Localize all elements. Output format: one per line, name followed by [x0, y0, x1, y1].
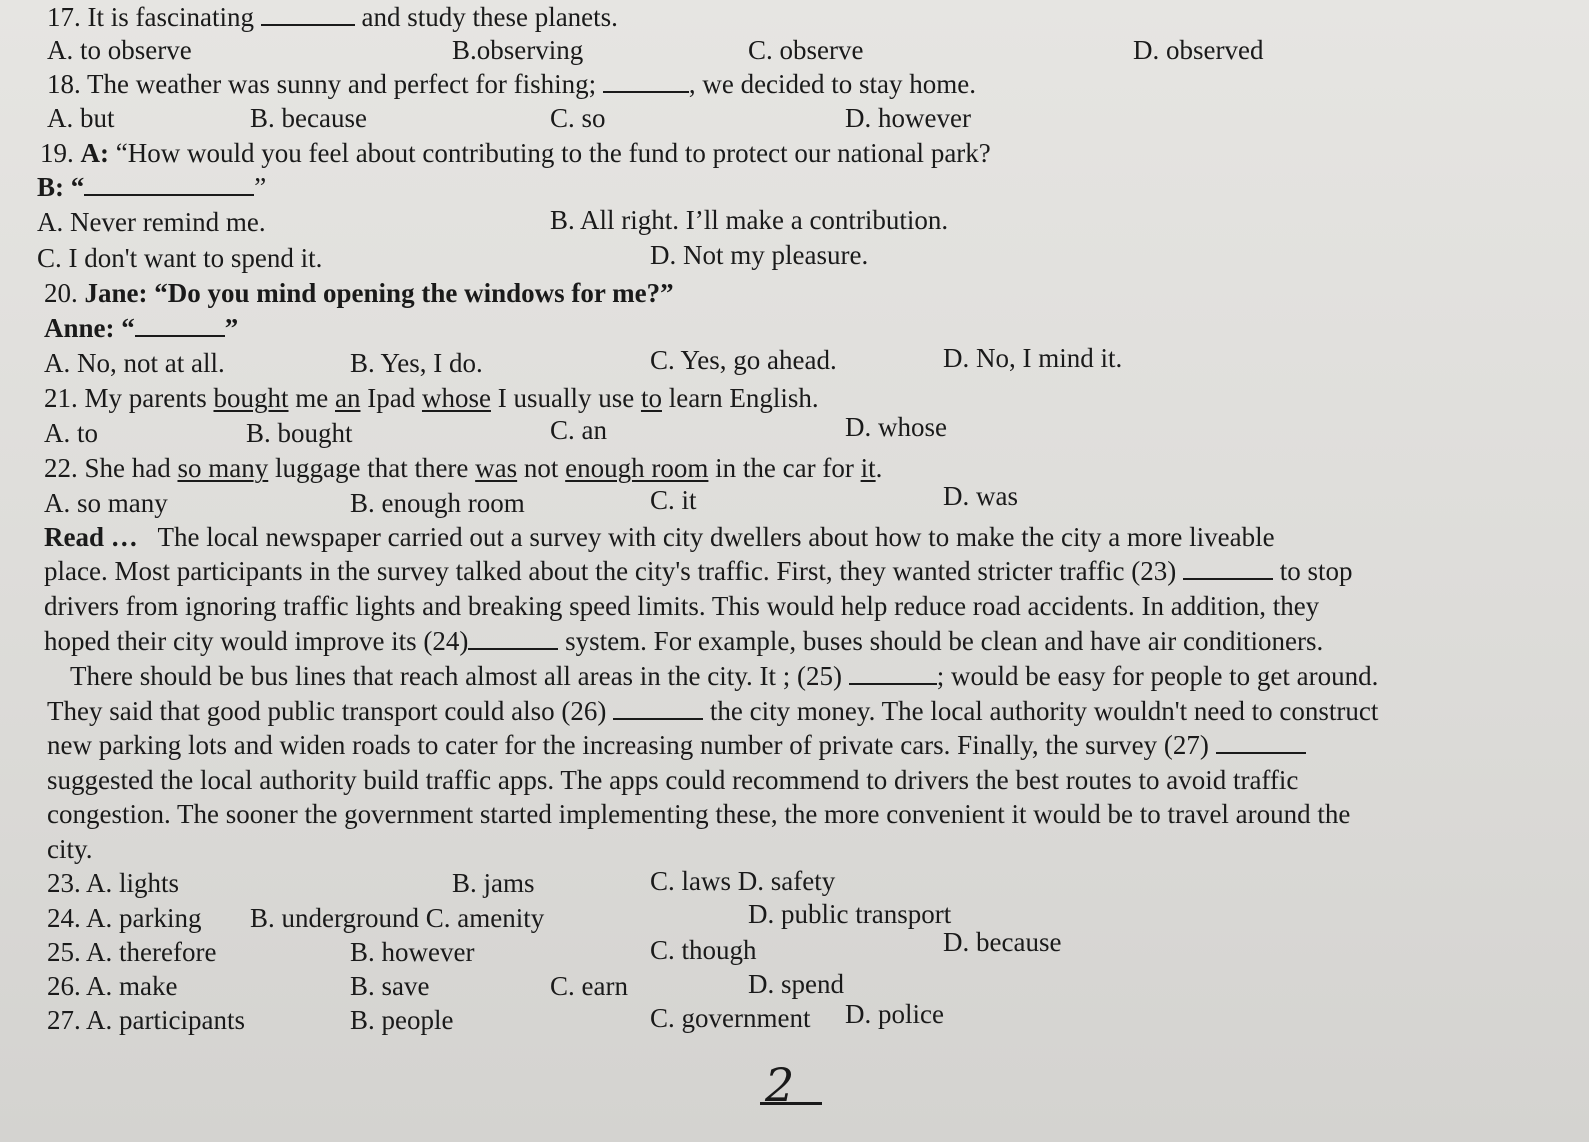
q22-option-a[interactable]: A. so many — [44, 488, 168, 518]
q18-option-c[interactable]: C. so — [550, 103, 606, 133]
q26-option-c[interactable]: C. earn — [550, 971, 628, 1001]
reading-label: Read … — [44, 522, 138, 552]
q20-option-b[interactable]: B. Yes, I do. — [350, 348, 483, 378]
question-18-stem: 18. The weather was sunny and perfect for fishing; , we decided to stay home. — [47, 69, 977, 99]
q22-option-d[interactable]: D. was — [943, 481, 1018, 511]
q27-option-d[interactable]: D. police — [845, 999, 944, 1029]
answer-blank-23[interactable] — [1183, 558, 1273, 580]
reading-passage-line-10: city. — [47, 834, 93, 864]
q27-option-b[interactable]: B. people — [350, 1005, 454, 1035]
q19-option-b[interactable]: B. All right. I’ll make a contribution. — [550, 205, 949, 235]
question-20-response: Anne: “ ” — [44, 313, 239, 343]
q24-option-a[interactable]: 24. A. parking — [47, 903, 202, 933]
q17-option-b[interactable]: B.observing — [452, 35, 584, 65]
q23-option-b[interactable]: B. jams — [452, 868, 535, 898]
q18-option-b[interactable]: B. because — [250, 103, 367, 133]
answer-blank-27[interactable] — [1216, 732, 1306, 754]
reading-passage-line-9: congestion. The sooner the government started implementing these, the more convenient it would be to travel around the — [47, 799, 1351, 829]
q20-option-a[interactable]: A. No, not at all. — [44, 348, 225, 378]
reading-passage-line-2: place. Most participants in the survey talked about the city's traffic. First, they wanted stricter traffic (23) to stop — [44, 556, 1353, 586]
reading-passage-line-5: There should be bus lines that reach almost all areas in the city. It ; (25) ; would be easy for people to get around. — [70, 661, 1379, 691]
question-19-stem: 19. A: “How would you feel about contributing to the fund to protect our national park? — [40, 138, 991, 168]
q18-option-d[interactable]: D. however — [845, 103, 971, 133]
question-17-stem: 17. It is fascinating and study these planets. — [47, 2, 618, 32]
q21-option-d[interactable]: D. whose — [845, 412, 947, 442]
q22-option-b[interactable]: B. enough room — [350, 488, 525, 518]
q23-option-cd[interactable]: C. laws D. safety — [650, 866, 836, 896]
q19-option-a[interactable]: A. Never remind me. — [37, 207, 266, 237]
answer-blank-19[interactable] — [84, 174, 254, 196]
answer-blank-24[interactable] — [468, 628, 558, 650]
q25-option-d[interactable]: D. because — [943, 927, 1062, 957]
reading-passage-line-3: drivers from ignoring traffic lights and breaking speed limits. This would help reduce road accidents. In addition, they — [44, 591, 1320, 621]
answer-blank-20[interactable] — [135, 315, 225, 337]
q22-option-c[interactable]: C. it — [650, 485, 697, 515]
answer-blank-18[interactable] — [603, 71, 689, 93]
question-22-stem: 22. She had so many luggage that there was not enough room in the car for it. — [44, 453, 883, 483]
q25-option-b[interactable]: B. however — [350, 937, 475, 967]
question-20-stem: 20. Jane: “Do you mind opening the windows for me?” — [44, 278, 674, 308]
q19-option-c[interactable]: C. I don't want to spend it. — [37, 243, 323, 273]
q25-option-a[interactable]: 25. A. therefore — [47, 937, 217, 967]
question-21-stem: 21. My parents bought me an Ipad whose I usually use to learn English. — [44, 383, 819, 413]
reading-passage-line-7: new parking lots and widen roads to cater for the increasing number of private cars. Finally, the survey (27) — [47, 728, 1306, 762]
q17-option-c[interactable]: C. observe — [748, 35, 864, 65]
q26-option-d[interactable]: D. spend — [748, 969, 844, 999]
q21-option-b[interactable]: B. bought — [246, 418, 353, 448]
question-19-response: B: “ ” — [37, 172, 267, 202]
q21-option-a[interactable]: A. to — [44, 418, 98, 448]
answer-blank-26[interactable] — [613, 698, 703, 720]
q20-option-c[interactable]: C. Yes, go ahead. — [650, 345, 837, 375]
q26-option-a[interactable]: 26. A. make — [47, 971, 178, 1001]
q17-option-d[interactable]: D. observed — [1133, 35, 1264, 65]
q17-option-a[interactable]: A. to observe — [47, 35, 192, 65]
answer-blank-25[interactable] — [849, 663, 937, 685]
q26-option-b[interactable]: B. save — [350, 971, 430, 1001]
q27-option-c[interactable]: C. government — [650, 1003, 811, 1033]
q24-option-bc[interactable]: B. underground C. amenity — [250, 903, 545, 933]
q18-option-a[interactable]: A. but — [47, 103, 115, 133]
reading-passage-line-4: hoped their city would improve its (24) system. For example, buses should be clean and have air conditioners. — [44, 626, 1324, 656]
reading-passage-line-6: They said that good public transport could also (26) the city money. The local authority wouldn't need to construct — [47, 696, 1379, 726]
q25-option-c[interactable]: C. though — [650, 935, 757, 965]
q24-option-d[interactable]: D. public transport — [748, 899, 952, 929]
reading-passage-line-1: Read … The local newspaper carried out a survey with city dwellers about how to make the city a more liveable — [44, 522, 1275, 552]
answer-blank-17[interactable] — [261, 4, 355, 26]
page-number: 2 — [765, 1058, 795, 1112]
page-number-underline — [760, 1102, 822, 1105]
q21-option-c[interactable]: C. an — [550, 415, 607, 445]
q23-option-a[interactable]: 23. A. lights — [47, 868, 180, 898]
q20-option-d[interactable]: D. No, I mind it. — [943, 343, 1123, 373]
q27-option-a[interactable]: 27. A. participants — [47, 1005, 245, 1035]
reading-passage-line-8: suggested the local authority build traffic apps. The apps could recommend to drivers the best routes to avoid traffic — [47, 765, 1299, 795]
q19-option-d[interactable]: D. Not my pleasure. — [650, 240, 869, 270]
